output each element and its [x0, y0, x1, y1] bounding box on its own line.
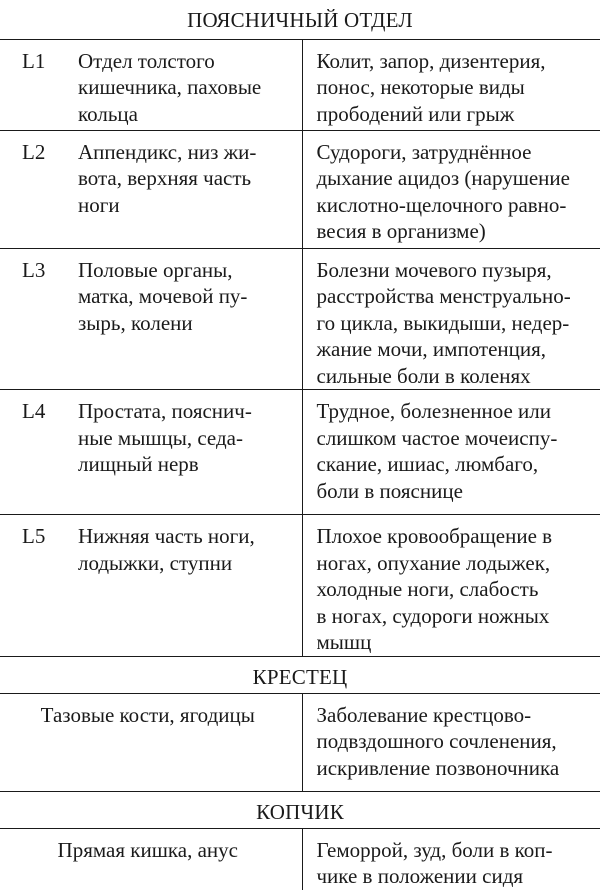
symptom-line: жание мочи, импотенция, — [316, 337, 547, 361]
area-line: Нижняя часть ноги, — [78, 524, 255, 548]
area-line: лищный нерв — [78, 452, 199, 476]
symptom-line: ногах, опухание лодыжек, — [316, 550, 551, 575]
table-row — [0, 130, 600, 248]
symptom-line: го цикла, выкидыши, недер- — [316, 310, 570, 335]
area-line: лодыжки, ступни — [78, 550, 233, 575]
table-row — [0, 828, 600, 890]
vertebra-id: L3 — [22, 257, 46, 282]
symptom-line: Заболевание крестцово- — [316, 702, 532, 727]
area-line: кишечника, паховые — [78, 75, 262, 99]
symptom-line: Колит, запор, дизентерия, — [316, 48, 546, 73]
symptom-line: расстройства менструально- — [316, 284, 571, 308]
area-line: Тазовые кости, ягодицы — [40, 702, 255, 727]
symptom-line: боли в пояснице — [316, 478, 463, 503]
symptom-line: в ногах, судороги ножных — [316, 603, 550, 628]
symptoms-cell — [302, 130, 600, 248]
symptoms-cell — [302, 248, 600, 390]
area-line: Аппендикс, низ жи- — [78, 139, 257, 164]
symptom-line: слишком частое мочеиспу- — [316, 425, 558, 450]
section-header-lumbar — [0, 0, 600, 39]
symptoms-cell — [302, 39, 600, 130]
area-cell — [66, 515, 302, 657]
area-line: Половые органы, — [78, 257, 233, 282]
symptom-line: дыхание ацидоз (нарушение — [316, 166, 570, 190]
symptom-line: прободений или грыж — [316, 101, 515, 126]
table-row — [0, 515, 600, 657]
vertebra-id-cell — [0, 248, 66, 390]
section-header-coccyx — [0, 791, 600, 828]
symptom-line: холодные ноги, слабость — [316, 577, 539, 601]
symptoms-cell — [302, 693, 600, 791]
vertebra-id: L5 — [22, 524, 46, 548]
vertebra-id-cell — [0, 390, 66, 515]
symptom-line: понос, некоторые виды — [316, 75, 525, 99]
area-line: ные мышцы, седа- — [78, 425, 243, 450]
table-row — [0, 39, 600, 130]
area-line: зырь, колени — [78, 310, 193, 335]
table-row — [0, 693, 600, 791]
symptom-line: кислотно-щелочного равно- — [316, 192, 567, 217]
symptoms-cell — [302, 390, 600, 515]
symptom-line: Геморрой, зуд, боли в коп- — [316, 837, 553, 862]
table-row — [0, 390, 600, 515]
symptom-line: Трудное, болезненное или — [316, 399, 552, 423]
symptom-line: подвздошного сочленения, — [316, 729, 557, 753]
symptom-line: искривление позвоночника — [316, 755, 560, 780]
symptom-line: мышц — [316, 630, 372, 654]
section-title: КОПЧИК — [0, 791, 600, 828]
area-cell — [66, 390, 302, 515]
symptoms-cell — [302, 515, 600, 657]
area-line: Простата, пояснич- — [78, 399, 252, 423]
area-line: Отдел толстого — [78, 48, 215, 73]
area-line: вота, верхняя часть — [78, 166, 252, 190]
symptom-line: сильные боли в коленях — [316, 363, 531, 388]
vertebra-id-cell — [0, 515, 66, 657]
symptom-line: весия в организме) — [316, 219, 486, 243]
symptoms-cell — [302, 828, 600, 890]
symptom-line: скание, ишиас, люмбаго, — [316, 452, 539, 476]
vertebra-id: L4 — [22, 399, 46, 423]
area-cell — [0, 828, 302, 890]
vertebra-id-cell — [0, 39, 66, 130]
vertebra-id-cell — [0, 130, 66, 248]
symptom-line: Плохое кровообращение в — [316, 524, 553, 548]
symptom-line: чике в положении сидя — [316, 864, 524, 888]
section-title: КРЕСТЕЦ — [0, 656, 600, 693]
area-cell — [66, 39, 302, 130]
section-title: ПОЯСНИЧНЫЙ ОТДЕЛ — [0, 0, 600, 39]
area-line: Прямая кишка, анус — [57, 837, 238, 862]
area-cell — [0, 693, 302, 791]
area-line: матка, мочевой пу- — [78, 284, 248, 308]
vertebra-id: L2 — [22, 139, 46, 164]
section-header-sacrum — [0, 656, 600, 693]
area-cell — [66, 130, 302, 248]
area-line: ноги — [78, 192, 120, 217]
symptom-line: Болезни мочевого пузыря, — [316, 257, 552, 282]
area-line: кольца — [78, 101, 138, 126]
symptom-line: Судороги, затруднённое — [316, 139, 532, 164]
area-cell — [66, 248, 302, 390]
vertebra-id: L1 — [22, 48, 46, 73]
table-row — [0, 248, 600, 390]
